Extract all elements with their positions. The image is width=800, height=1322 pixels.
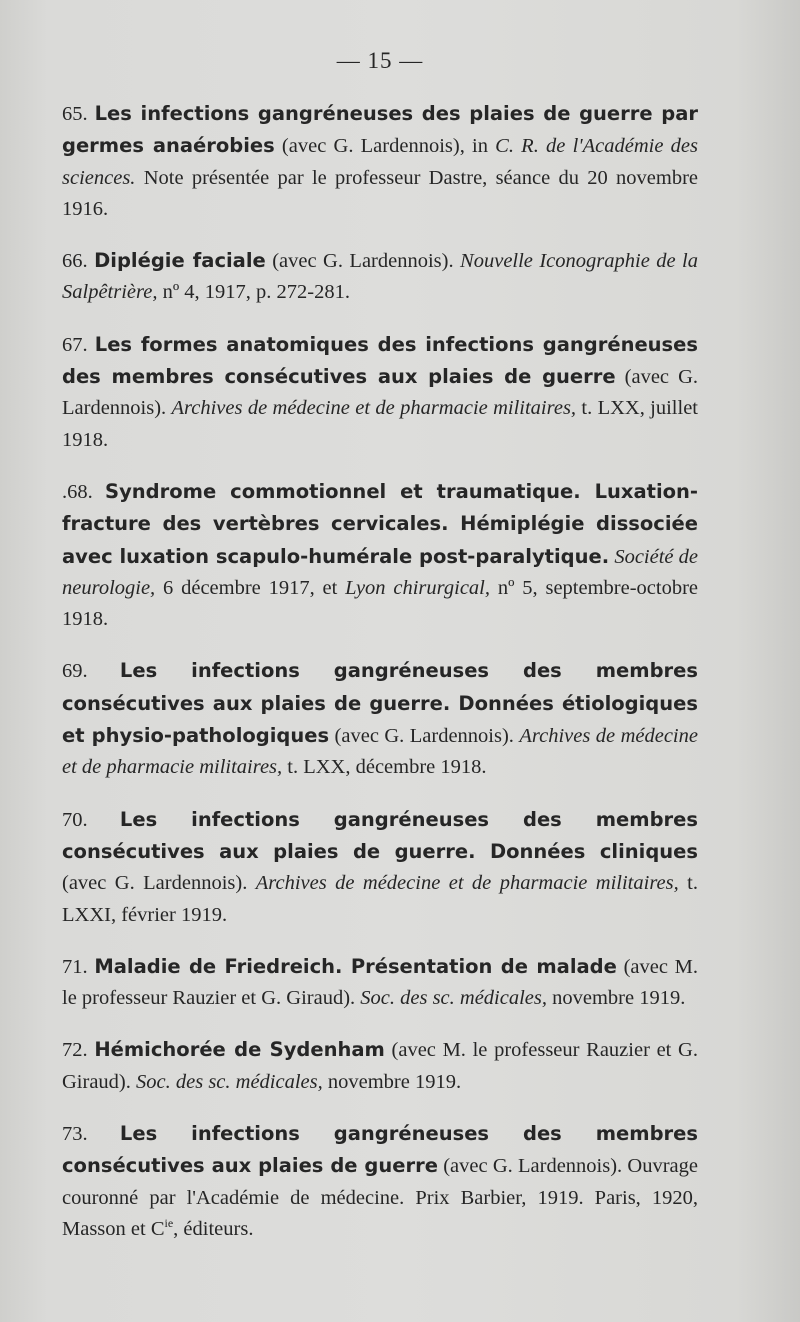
entry-superscript: ie <box>164 1216 174 1231</box>
bibliography-entry <box>62 245 698 309</box>
entry-text: t. LXX, juillet 1918. <box>62 397 698 451</box>
entry-title: Maladie de Friedreich. Présentation de malade <box>94 954 617 978</box>
entry-text: t. LXX, décembre 1918. <box>282 756 487 779</box>
entry-number: 67. <box>62 333 88 356</box>
entry-number: 66. <box>62 250 88 273</box>
entry-number: 73. <box>62 1123 88 1146</box>
bibliography-entry <box>62 1034 698 1098</box>
entry-title: Les infections gangréneuses des membres consécutives aux plaies de guerre <box>62 1122 699 1178</box>
bibliography-entry <box>62 951 698 1015</box>
entry-title: Les infections gangréneuses des membres consécutives aux plaies de guerre. Données cliniques <box>62 807 699 863</box>
entry-number: 72. <box>62 1039 88 1062</box>
entry-number: .68. <box>62 480 93 503</box>
entry-title: Les infections gangréneuses des plaies de guerre par germes anaérobies <box>62 102 698 158</box>
entry-number: 70. <box>62 808 88 831</box>
entry-journal: Archives de médecine et de pharmacie militaires, <box>62 725 698 779</box>
bibliography-entry <box>62 98 698 225</box>
entry-text: novembre 1919. <box>547 987 686 1010</box>
page-number: — 15 — <box>336 48 424 73</box>
bibliography-entry <box>62 476 698 635</box>
entry-text: (avec G. Lardennois). <box>329 725 520 748</box>
entry-journal: Soc. des sc. médicales, <box>136 1070 323 1093</box>
entry-title: Les formes anatomiques des infections gangréneuses des membres consécutives aux plaies de guerre <box>62 332 698 389</box>
entry-journal: Société de neurologie, <box>62 545 698 599</box>
entry-text: 6 décembre 1917, et <box>155 576 346 599</box>
bibliography-entry <box>62 329 698 456</box>
entry-journal: Archives de médecine et de pharmacie militaires, <box>171 397 577 420</box>
entry-text: novembre 1919. <box>322 1070 462 1093</box>
entry-number: 69. <box>62 660 88 683</box>
entry-text: (avec G. Lardennois), in <box>274 135 496 158</box>
entry-number: 65. <box>62 103 88 125</box>
entry-title: Diplégie faciale <box>94 249 266 273</box>
entry-text: nº 5, septembre-octobre 1918. <box>62 576 698 631</box>
bibliography-entry <box>62 1118 698 1245</box>
entry-text: (avec M. le professeur Rauzier et G. Giraud). <box>62 955 698 1010</box>
entry-number: 71. <box>62 955 88 978</box>
bibliography-list <box>62 98 698 1265</box>
entry-text: t. LXXI, février 1919. <box>62 872 698 926</box>
entry-title: Hémichorée de Sydenham <box>94 1038 385 1062</box>
entry-journal: Lyon chirurgical, <box>345 576 490 599</box>
entry-title: Les infections gangréneuses des membres consécutives aux plaies de guerre. Données étiologiques et physio-pathologiques <box>62 659 699 748</box>
entry-text: Note présentée par le professeur Dastre, séance du 20 novembre 1916. <box>62 166 698 220</box>
entry-text: (avec G. Lardennois). Ouvrage couronné par l'Académie de médecine. Prix Barbier, 1919. Paris, 1920, Masson et C <box>62 1155 698 1240</box>
entry-journal: Nouvelle Iconographie de la Salpêtrière, <box>62 250 698 304</box>
bibliography-entry <box>62 655 698 783</box>
entry-text: nº 4, 1917, p. 272-281. <box>157 281 351 304</box>
entry-text: (avec G. Lardennois). <box>265 250 461 273</box>
entry-text: (avec G. Lardennois). <box>62 366 698 420</box>
entry-journal: Soc. des sc. médicales, <box>360 987 548 1010</box>
entry-text: , éditeurs. <box>173 1217 254 1240</box>
entry-title: Syndrome commotionnel et traumatique. Luxation-fracture des vertèbres cervicales. Hémiplégie dissociée avec luxation scapulo-humérale post-paralytique. <box>62 479 699 568</box>
bibliography-entry <box>62 804 698 931</box>
entry-text: (avec G. Lardennois). <box>62 872 256 895</box>
entry-journal: Archives de médecine et de pharmacie militaires, <box>255 872 679 895</box>
entry-text: (avec M. le professeur Rauzier et G. Giraud). <box>62 1039 698 1093</box>
entry-journal: C. R. de l'Académie des sciences. <box>62 135 698 189</box>
